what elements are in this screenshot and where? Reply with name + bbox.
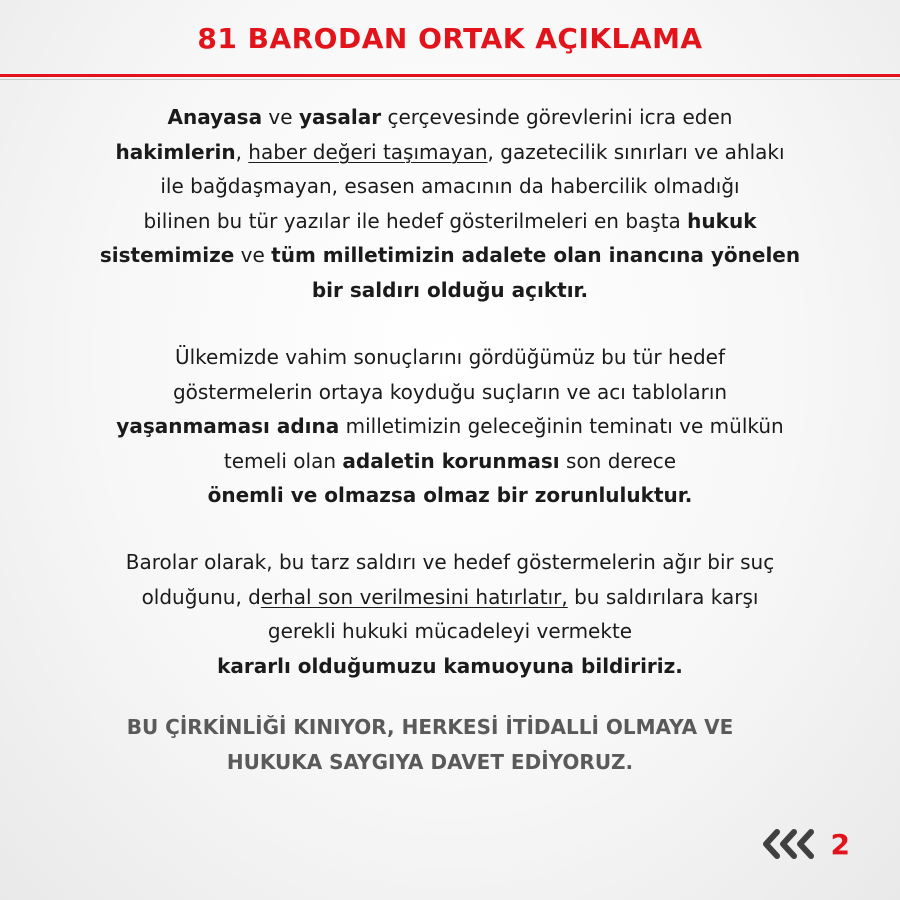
text-segment: bu saldırılara karşı	[567, 584, 759, 609]
bold-text: sistemimize	[99, 243, 235, 267]
title-divider-shadow	[0, 79, 900, 80]
text-line	[40, 169, 860, 204]
text-segment: Barolar olarak, bu tarz saldırı ve hedef göstermelerin ağır bir suç	[125, 550, 775, 574]
paragraph-2	[40, 340, 860, 513]
closing-statement	[60, 710, 800, 780]
text-line	[40, 100, 860, 135]
text-segment: bilinen bu tür yazılar ile hedef gösterilmeleri en başta	[143, 208, 688, 233]
bold-text: yaşanmaması adına	[116, 414, 340, 438]
page-title: 81 BARODAN ORTAK AÇIKLAMA	[197, 22, 703, 55]
text-line	[40, 204, 860, 239]
text-line	[40, 375, 860, 410]
text-line	[40, 444, 860, 479]
text-line	[40, 580, 860, 615]
text-line	[40, 409, 860, 444]
closing-line-2: HUKUKA SAYGIYA DAVET EDİYORUZ.	[226, 750, 634, 774]
text-line	[40, 649, 860, 684]
text-segment: milletimizin geleceğinin teminatı ve mülkün	[339, 414, 784, 438]
closing-line-1: BU ÇİRKİNLİĞİ KINIYOR, HERKESİ İTİDALLİ OLMAYA VE	[126, 715, 734, 739]
text-segment: çerçevesinde görevlerini icra eden	[381, 105, 733, 129]
text-segment: , gazetecilik sınırları ve ahlakı	[487, 139, 785, 164]
page-number: 2	[830, 827, 850, 861]
pager	[761, 824, 850, 864]
text-line	[40, 135, 860, 170]
text-segment: Ülkemizde vahim sonuçlarını gördüğümüz bu tür hedef	[174, 345, 726, 369]
text-segment: temeli olan	[223, 448, 343, 473]
text-segment: ile bağdaşmayan, esasen amacının da habercilik olmadığı	[160, 174, 740, 198]
underlined-text: erhal son verilmesini hatırlatır,	[260, 584, 568, 609]
text-segment: göstermelerin ortaya koyduğu suçların ve acı tabloların	[172, 379, 728, 404]
text-line	[40, 545, 860, 580]
text-segment: ve	[234, 243, 272, 267]
triple-chevron-left-icon[interactable]	[761, 828, 821, 860]
text-line	[40, 273, 860, 308]
bold-text: kararlı olduğumuzu kamuoyuna bildiririz.	[217, 653, 683, 678]
text-line	[40, 614, 860, 649]
paragraph-3	[40, 545, 860, 683]
paragraph-1	[40, 100, 860, 307]
bold-text: bir saldırı olduğu açıktır.	[311, 277, 589, 302]
bold-text: tüm milletimizin adalete olan inancına yönelen	[271, 243, 801, 267]
text-segment: gerekli hukuki mücadeleyi vermekte	[267, 619, 633, 643]
underlined-text: haber değeri taşımayan	[248, 139, 488, 164]
text-line	[40, 340, 860, 375]
bold-text: yasalar	[298, 105, 382, 129]
bold-text: Anayasa	[167, 105, 263, 129]
bold-text: hukuk	[687, 208, 757, 233]
bold-text: adaletin korunması	[342, 448, 560, 473]
text-line	[40, 478, 860, 513]
text-segment: son derece	[559, 448, 677, 473]
text-segment: olduğunu, d	[141, 584, 261, 609]
text-segment: ,	[235, 139, 249, 164]
bold-text: önemli ve olmazsa olmaz bir zorunluluktur.	[207, 483, 693, 507]
header	[0, 0, 900, 78]
text-segment: ve	[262, 105, 299, 129]
text-line	[40, 238, 860, 273]
title-divider	[0, 74, 900, 77]
bold-text: hakimlerin	[115, 139, 236, 164]
